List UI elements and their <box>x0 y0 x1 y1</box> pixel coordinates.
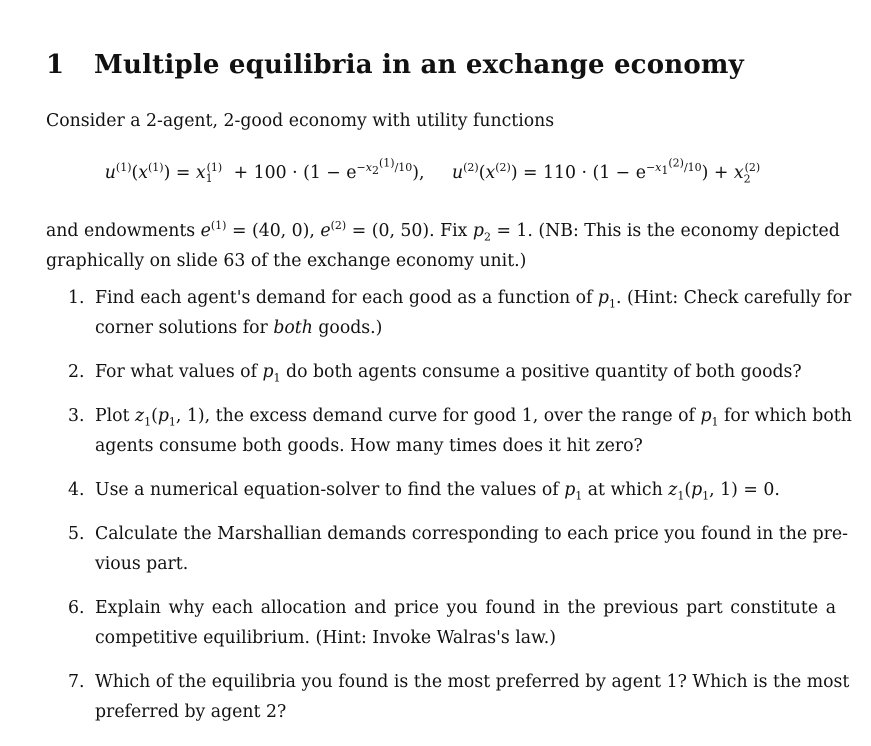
section-heading <box>46 50 744 80</box>
intro-paragraph <box>46 106 554 136</box>
list-item: 2. For what values of $p_1$ do both agents consume a positive quantity of both goods? <box>46 357 836 387</box>
item-marker: 4. <box>68 480 85 500</box>
list-item: 7. Which of the equilibria you found is the most preferred by agent 1? Which is the most preferred by agent 2? <box>46 667 836 727</box>
item-marker: 2. <box>68 362 85 382</box>
intro-text: Consider a 2-agent, 2-good economy with utility functions <box>46 111 555 131</box>
endowments-line-2: graphically on slide 63 of the exchange economy unit.) <box>46 251 527 271</box>
u1-end: ), <box>412 163 425 183</box>
u2-term: $u^{(2)}(x^{(2)})$ <box>451 161 518 183</box>
u2-rhs: = 110 · (1 − e <box>517 163 646 183</box>
item-marker: 6. <box>68 598 85 618</box>
endowments-line-1: and endowments $e^{(1)} = (40$, 0), $e^{(2)} = (0$, 50). Fix $p_2 = 1$. (NB: This is the economy depicted <box>46 219 840 244</box>
question-list <box>46 283 852 741</box>
list-item: 1. Find each agent's demand for each good as a function of $p_1$. (Hint: Check carefully for corner solutions for both goods.) <box>46 283 836 343</box>
list-item: 4. Use a numerical equation-solver to find the values of $p_1$ at which $z_1(p_1$, 1) = 0. <box>46 475 836 505</box>
endowments-paragraph <box>46 216 840 276</box>
list-item: 6. Explain why each allocation and price you found in the previous part constitute a competitive equilibrium. (Hint: Invoke Walras's law.) <box>46 593 836 653</box>
u1-exponent: −x2(1)/10 <box>356 156 413 178</box>
section-title: Multiple equilibria in an exchange economy <box>94 50 744 80</box>
u2-exponent: −x1(2)/10 <box>645 156 702 178</box>
u2-x2-term: $x_2^{(2)}$ <box>733 161 761 186</box>
u2-end: ) + <box>701 163 734 183</box>
section-number: 1 <box>46 50 65 80</box>
utility-equation <box>0 158 871 188</box>
list-item: 5. Calculate the Marshallian demands corresponding to each price you found in the pre- vious part. <box>46 519 836 579</box>
item-marker: 3. <box>68 406 85 426</box>
item-marker: 1. <box>68 288 85 308</box>
item-marker: 5. <box>68 524 85 544</box>
list-item: 3. Plot $z_1(p_1$, 1), the excess demand curve for good 1, over the range of $p_1$ for which both agents consume both goods. How many times does it hit zero? <box>46 401 836 461</box>
item-marker: 7. <box>68 672 85 692</box>
u1-rhs: + 100 · (1 − e <box>228 163 357 183</box>
u1-term: $u^{(1)}(x^{(1)}) = x_1^{(1)}$ <box>104 161 223 186</box>
